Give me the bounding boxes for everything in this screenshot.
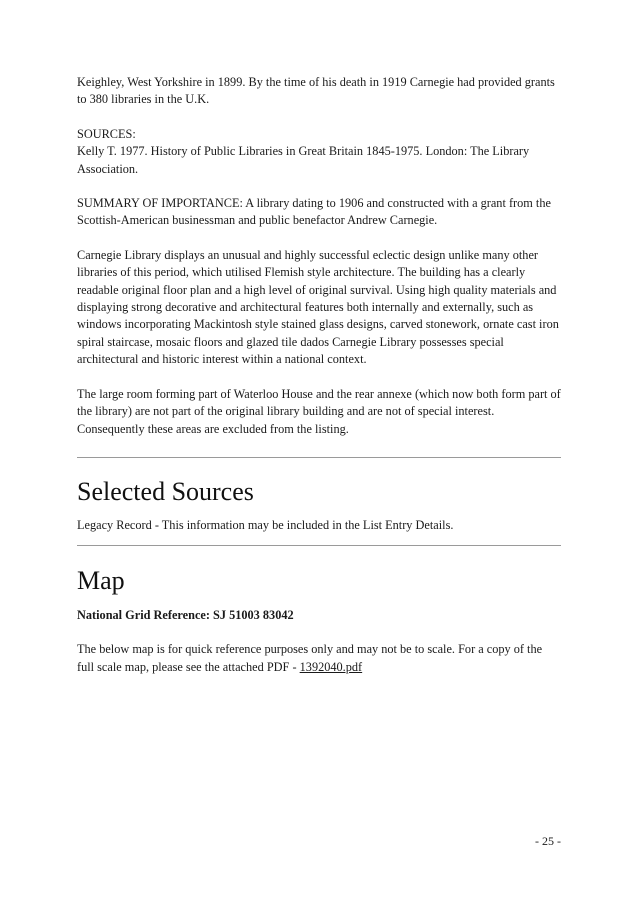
selected-sources-title: Selected Sources	[77, 476, 254, 506]
national-grid-reference: National Grid Reference: SJ 51003 83042	[77, 608, 294, 623]
design-paragraph: Carnegie Library displays an unusual and highly successful eclectic design unlike many other libraries of this period, which utilised Flemish style architecture. The building has a clearly readable original floor plan and a high level of original survival. Using high quality materials and displaying strong decorative and architectural features both internally and externally, such as windows incorporating Mackintosh style stained glass designs, carved stonework, ornate cast iron spiral staircase, mosaic floors and glazed tile dados Carnegie Library possesses special architectural and historic interest within a national context.	[77, 247, 559, 367]
pdf-link[interactable]: 1392040.pdf	[299, 659, 363, 674]
intro-paragraph: Keighley, West Yorkshire in 1899. By the time of his death in 1919 Carnegie had provided grants to 380 libraries in the U.K.	[77, 75, 555, 107]
page-number: - 25 -	[535, 834, 561, 848]
sources-citation: Kelly T. 1977. History of Public Libraries in Great Britain 1845-1975. London: The Library Association.	[77, 144, 530, 176]
map-description-text: The below map is for quick reference purposes only and may not be to scale. For a copy of the full scale map, please see the attached PDF -	[77, 642, 543, 674]
map-description	[77, 641, 561, 676]
section-divider	[77, 545, 561, 546]
selected-sources-text: Legacy Record - This information may be included in the List Entry Details.	[77, 517, 454, 532]
map-title: Map	[77, 566, 125, 596]
section-divider	[77, 457, 561, 458]
exclusion-paragraph: The large room forming part of Waterloo House and the rear annexe (which now both form part of the library) are not part of the original library building and are not of special interest. Consequently these areas are excluded from the listing.	[77, 386, 561, 436]
summary-of-importance-paragraph: SUMMARY OF IMPORTANCE: A library dating to 1906 and constructed with a grant from the Scottish-American businessman and public benefactor Andrew Carnegie.	[77, 196, 551, 228]
page-content	[77, 74, 561, 676]
sources-heading: SOURCES:	[77, 126, 136, 141]
